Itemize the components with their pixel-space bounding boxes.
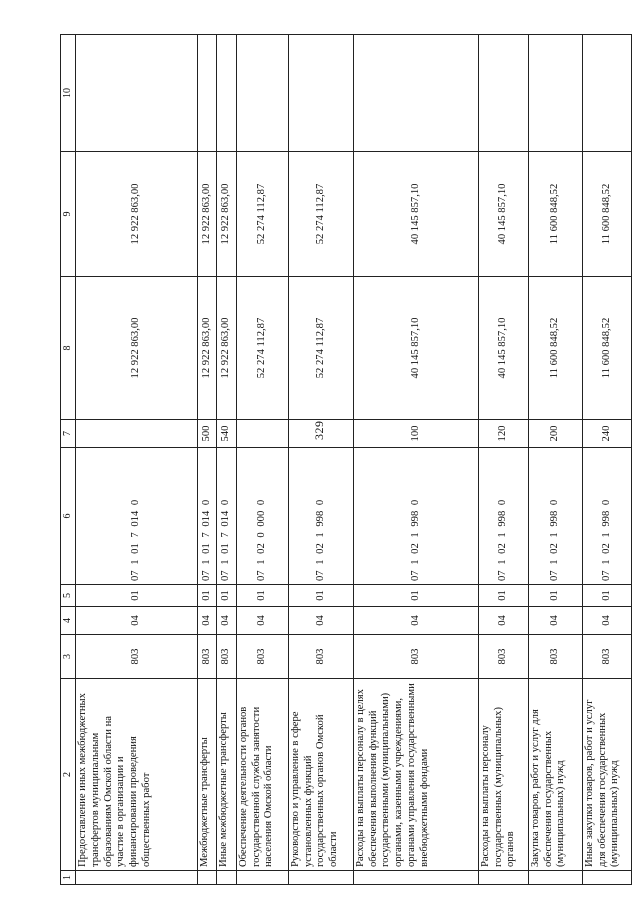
- row-amount-total: 11 600 848,52: [528, 277, 582, 420]
- row-target-article: 07 1 01 7 014 0: [197, 448, 217, 585]
- row-amount-col10: [478, 35, 528, 152]
- row-index-cell: [76, 871, 198, 885]
- table-row: [236, 35, 288, 885]
- row-section: 04: [236, 607, 288, 635]
- column-number-6: 6: [61, 448, 76, 585]
- row-amount-total: 40 145 857,10: [354, 277, 479, 420]
- row-amount-col10: [583, 35, 632, 152]
- row-target-article: 07 1 02 0 000 0: [236, 448, 288, 585]
- row-name: Иные межбюджетные трансферты: [217, 679, 237, 871]
- row-index-cell: [583, 871, 632, 885]
- row-amount-total: 12 922 863,00: [197, 277, 217, 420]
- row-target-article: 07 1 01 7 014 0: [76, 448, 198, 585]
- row-name: Межбюджетные трансферты: [197, 679, 217, 871]
- column-number-7: 7: [61, 420, 76, 448]
- row-subsection: 01: [478, 585, 528, 607]
- row-subsection: 01: [236, 585, 288, 607]
- table-row: [354, 35, 479, 885]
- row-name: Закупка товаров, работ и услуг для обеспечения государственных (муниципальных) нужд: [528, 679, 582, 871]
- row-expense-type: 100: [354, 420, 479, 448]
- row-expense-type: 120: [478, 420, 528, 448]
- row-amount-total: 52 274 112,87: [236, 277, 288, 420]
- row-amount-col10: [354, 35, 479, 152]
- table-body: [61, 35, 632, 885]
- row-amount-col9: 40 145 857,10: [354, 152, 479, 277]
- row-section: 04: [288, 607, 353, 635]
- row-admin-code: 803: [354, 635, 479, 679]
- row-name: Расходы на выплаты персоналу государственных (муниципальных) органов: [478, 679, 528, 871]
- row-index-cell: [478, 871, 528, 885]
- column-number-10: 10: [61, 35, 76, 152]
- row-amount-col9: 12 922 863,00: [217, 152, 237, 277]
- row-section: 04: [528, 607, 582, 635]
- column-number-5: 5: [61, 585, 76, 607]
- row-section: 04: [217, 607, 237, 635]
- row-amount-total: 11 600 848,52: [583, 277, 632, 420]
- row-amount-total: 40 145 857,10: [478, 277, 528, 420]
- row-admin-code: 803: [76, 635, 198, 679]
- row-amount-col9: 12 922 863,00: [197, 152, 217, 277]
- row-index-cell: [528, 871, 582, 885]
- row-amount-col10: [217, 35, 237, 152]
- page-number: 329: [312, 420, 326, 440]
- row-name: Руководство и управление в сфере установленных функций государственных органов Омской области: [288, 679, 353, 871]
- row-subsection: 01: [583, 585, 632, 607]
- row-amount-col9: 11 600 848,52: [583, 152, 632, 277]
- row-name: Иные закупки товаров, работ и услуг для обеспечения государственных (муниципальных) нужд: [583, 679, 632, 871]
- row-amount-col9: 52 274 112,87: [288, 152, 353, 277]
- budget-table: [60, 34, 632, 885]
- row-index-cell: [236, 871, 288, 885]
- row-amount-col9: 52 274 112,87: [236, 152, 288, 277]
- row-index-cell: [354, 871, 479, 885]
- table-row: [478, 35, 528, 885]
- row-admin-code: 803: [217, 635, 237, 679]
- row-target-article: 07 1 02 1 998 0: [478, 448, 528, 585]
- row-section: 04: [583, 607, 632, 635]
- row-admin-code: 803: [583, 635, 632, 679]
- column-number-1: 1: [61, 871, 76, 885]
- row-name: Расходы на выплаты персоналу в целях обеспечения выполнения функций государственными (муниципальными) органами, казенными учреждениями, органами управления государственными внебюджетными фондами: [354, 679, 479, 871]
- table-row: [528, 35, 582, 885]
- column-number-4: 4: [61, 607, 76, 635]
- row-index-cell: [217, 871, 237, 885]
- row-target-article: 07 1 02 1 998 0: [583, 448, 632, 585]
- row-name: Предоставление иных межбюджетных трансфертов муниципальным образованиям Омской области на участие в организации и финансировании проведения общественных работ: [76, 679, 198, 871]
- table-row: [197, 35, 217, 885]
- row-expense-type: [288, 420, 353, 448]
- row-expense-type: 540: [217, 420, 237, 448]
- row-subsection: 01: [288, 585, 353, 607]
- row-name: Обеспечение деятельности органов государственной службы занятости населения Омской области: [236, 679, 288, 871]
- row-expense-type: 240: [583, 420, 632, 448]
- row-expense-type: 500: [197, 420, 217, 448]
- row-section: 04: [354, 607, 479, 635]
- row-admin-code: 803: [528, 635, 582, 679]
- budget-table-rotated: [60, 35, 632, 885]
- row-expense-type: [76, 420, 198, 448]
- row-admin-code: 803: [478, 635, 528, 679]
- row-amount-col10: [236, 35, 288, 152]
- row-amount-col10: [197, 35, 217, 152]
- row-subsection: 01: [76, 585, 198, 607]
- row-expense-type: [236, 420, 288, 448]
- row-index-cell: [288, 871, 353, 885]
- row-section: 04: [478, 607, 528, 635]
- table-row: [76, 35, 198, 885]
- row-amount-col10: [76, 35, 198, 152]
- row-admin-code: 803: [288, 635, 353, 679]
- row-amount-col9: 11 600 848,52: [528, 152, 582, 277]
- row-subsection: 01: [217, 585, 237, 607]
- row-target-article: 07 1 02 1 998 0: [354, 448, 479, 585]
- row-amount-total: 52 274 112,87: [288, 277, 353, 420]
- table-row: [583, 35, 632, 885]
- column-number-row: [61, 35, 76, 885]
- row-amount-total: 12 922 863,00: [76, 277, 198, 420]
- row-subsection: 01: [528, 585, 582, 607]
- row-admin-code: 803: [197, 635, 217, 679]
- row-amount-col10: [528, 35, 582, 152]
- row-target-article: 07 1 01 7 014 0: [217, 448, 237, 585]
- row-amount-col10: [288, 35, 353, 152]
- row-admin-code: 803: [236, 635, 288, 679]
- row-section: 04: [197, 607, 217, 635]
- row-amount-col9: 40 145 857,10: [478, 152, 528, 277]
- table-row: [217, 35, 237, 885]
- column-number-3: 3: [61, 635, 76, 679]
- row-target-article: 07 1 02 1 998 0: [528, 448, 582, 585]
- row-index-cell: [197, 871, 217, 885]
- row-amount-col9: 12 922 863,00: [76, 152, 198, 277]
- column-number-8: 8: [61, 277, 76, 420]
- row-subsection: 01: [197, 585, 217, 607]
- row-target-article: 07 1 02 1 998 0: [288, 448, 353, 585]
- row-subsection: 01: [354, 585, 479, 607]
- table-row: [288, 35, 353, 885]
- column-number-9: 9: [61, 152, 76, 277]
- column-number-2: 2: [61, 679, 76, 871]
- row-amount-total: 12 922 863,00: [217, 277, 237, 420]
- row-expense-type: 200: [528, 420, 582, 448]
- row-section: 04: [76, 607, 198, 635]
